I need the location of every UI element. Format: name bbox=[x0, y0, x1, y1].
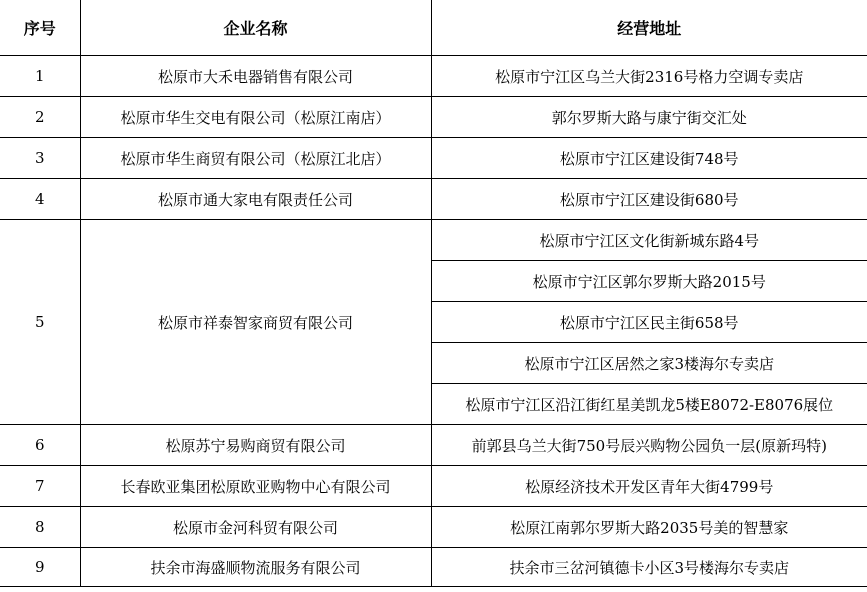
company-name: 松原市华生交电有限公司（松原江南店） bbox=[80, 97, 431, 138]
row-index: 2 bbox=[0, 97, 80, 138]
company-address: 松原市宁江区建设街680号 bbox=[431, 179, 867, 220]
company-address: 松原市宁江区沿江街红星美凯龙5楼E8072-E8076展位 bbox=[431, 384, 867, 425]
company-name: 松原苏宁易购商贸有限公司 bbox=[80, 425, 431, 466]
row-index: 9 bbox=[0, 548, 80, 587]
row-index: 1 bbox=[0, 56, 80, 97]
company-address: 松原市宁江区居然之家3楼海尔专卖店 bbox=[431, 343, 867, 384]
row-index: 6 bbox=[0, 425, 80, 466]
table-row bbox=[0, 425, 867, 466]
company-address: 松原市宁江区乌兰大街2316号格力空调专卖店 bbox=[431, 56, 867, 97]
company-name: 松原市通大家电有限责任公司 bbox=[80, 179, 431, 220]
company-address: 松原经济技术开发区青年大街4799号 bbox=[431, 466, 867, 507]
company-address: 松原市宁江区文化街新城东路4号 bbox=[431, 220, 867, 261]
company-address: 扶余市三岔河镇德卡小区3号楼海尔专卖店 bbox=[431, 548, 867, 587]
table-row bbox=[0, 56, 867, 97]
company-address: 松原市宁江区建设街748号 bbox=[431, 138, 867, 179]
row-index: 4 bbox=[0, 179, 80, 220]
company-name: 松原市祥泰智家商贸有限公司 bbox=[80, 220, 431, 425]
header-row bbox=[0, 0, 867, 56]
row-index: 5 bbox=[0, 220, 80, 425]
company-address: 松原江南郭尔罗斯大路2035号美的智慧家 bbox=[431, 507, 867, 548]
row-index: 8 bbox=[0, 507, 80, 548]
table-row bbox=[0, 507, 867, 548]
table-row bbox=[0, 220, 867, 261]
company-name: 松原市大禾电器销售有限公司 bbox=[80, 56, 431, 97]
header-index: 序号 bbox=[0, 0, 80, 56]
table-row bbox=[0, 138, 867, 179]
table-row bbox=[0, 97, 867, 138]
row-index: 7 bbox=[0, 466, 80, 507]
company-address: 松原市宁江区郭尔罗斯大路2015号 bbox=[431, 261, 867, 302]
header-name: 企业名称 bbox=[80, 0, 431, 56]
company-address: 郭尔罗斯大路与康宁街交汇处 bbox=[431, 97, 867, 138]
table-row bbox=[0, 466, 867, 507]
company-name: 松原市华生商贸有限公司（松原江北店） bbox=[80, 138, 431, 179]
company-address: 前郭县乌兰大街750号辰兴购物公园负一层(原新玛特) bbox=[431, 425, 867, 466]
company-name: 松原市金河科贸有限公司 bbox=[80, 507, 431, 548]
table-row bbox=[0, 179, 867, 220]
table-row bbox=[0, 548, 867, 587]
row-index: 3 bbox=[0, 138, 80, 179]
company-name: 扶余市海盛顺物流服务有限公司 bbox=[80, 548, 431, 587]
header-address: 经营地址 bbox=[431, 0, 867, 56]
company-address: 松原市宁江区民主街658号 bbox=[431, 302, 867, 343]
company-name: 长春欧亚集团松原欧亚购物中心有限公司 bbox=[80, 466, 431, 507]
